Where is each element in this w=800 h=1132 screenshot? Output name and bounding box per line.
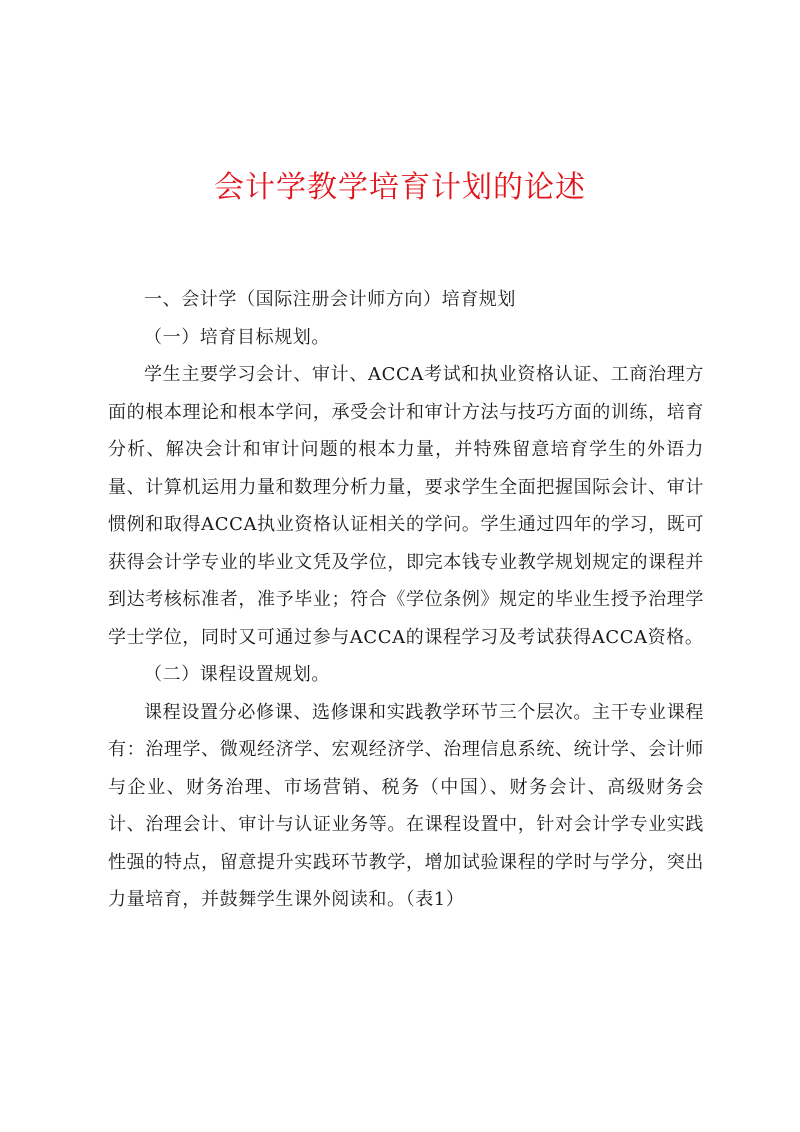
document-title: 会计学教学培育计划的论述 xyxy=(214,170,586,205)
document-body xyxy=(108,281,704,919)
subsection-heading-2: （二）课程设置规划。 xyxy=(144,664,330,685)
paragraph-course-setup: 课程设置分必修课、选修课和实践教学环节三个层次。主干专业课程有：治理学、微观经济学、宏观经济学、治理信息系统、统计学、会计师与企业、财务治理、市场营销、税务（中国）、财务会计、高级财务会计、治理会计、审计与认证业务等。在课程设置中，针对会计学专业实践性强的特点，留意提升实践环节教学，增加试验课程的学时与学分，突出力量培育，并鼓舞学生课外阅读和。（表1） xyxy=(108,701,704,910)
paragraph-training-goals: 学生主要学习会计、审计、ACCA考试和执业资格认证、工商治理方面的根本理论和根本学问，承受会计和审计方法与技巧方面的训练，培育分析、解决会计和审计问题的根本力量，并特殊留意培育学生的外语力量、计算机运用力量和数理分析力量，要求学生全面把握国际会计、审计惯例和取得ACCA执业资格认证相关的学问。学生通过四年的学习，既可获得会计学专业的毕业文凭及学位，即完本钱专业教学规划规定的课程并到达考核标准者，准予毕业；符合《学位条例》规定的毕业生授予治理学学士学位，同时又可通过参与ACCA的课程学习及考试获得ACCA资格。 xyxy=(108,364,704,648)
section-heading-1: 一、会计学（国际注册会计师方向）培育规划 xyxy=(144,289,516,310)
subsection-heading-1: （一）培育目标规划。 xyxy=(144,326,330,348)
